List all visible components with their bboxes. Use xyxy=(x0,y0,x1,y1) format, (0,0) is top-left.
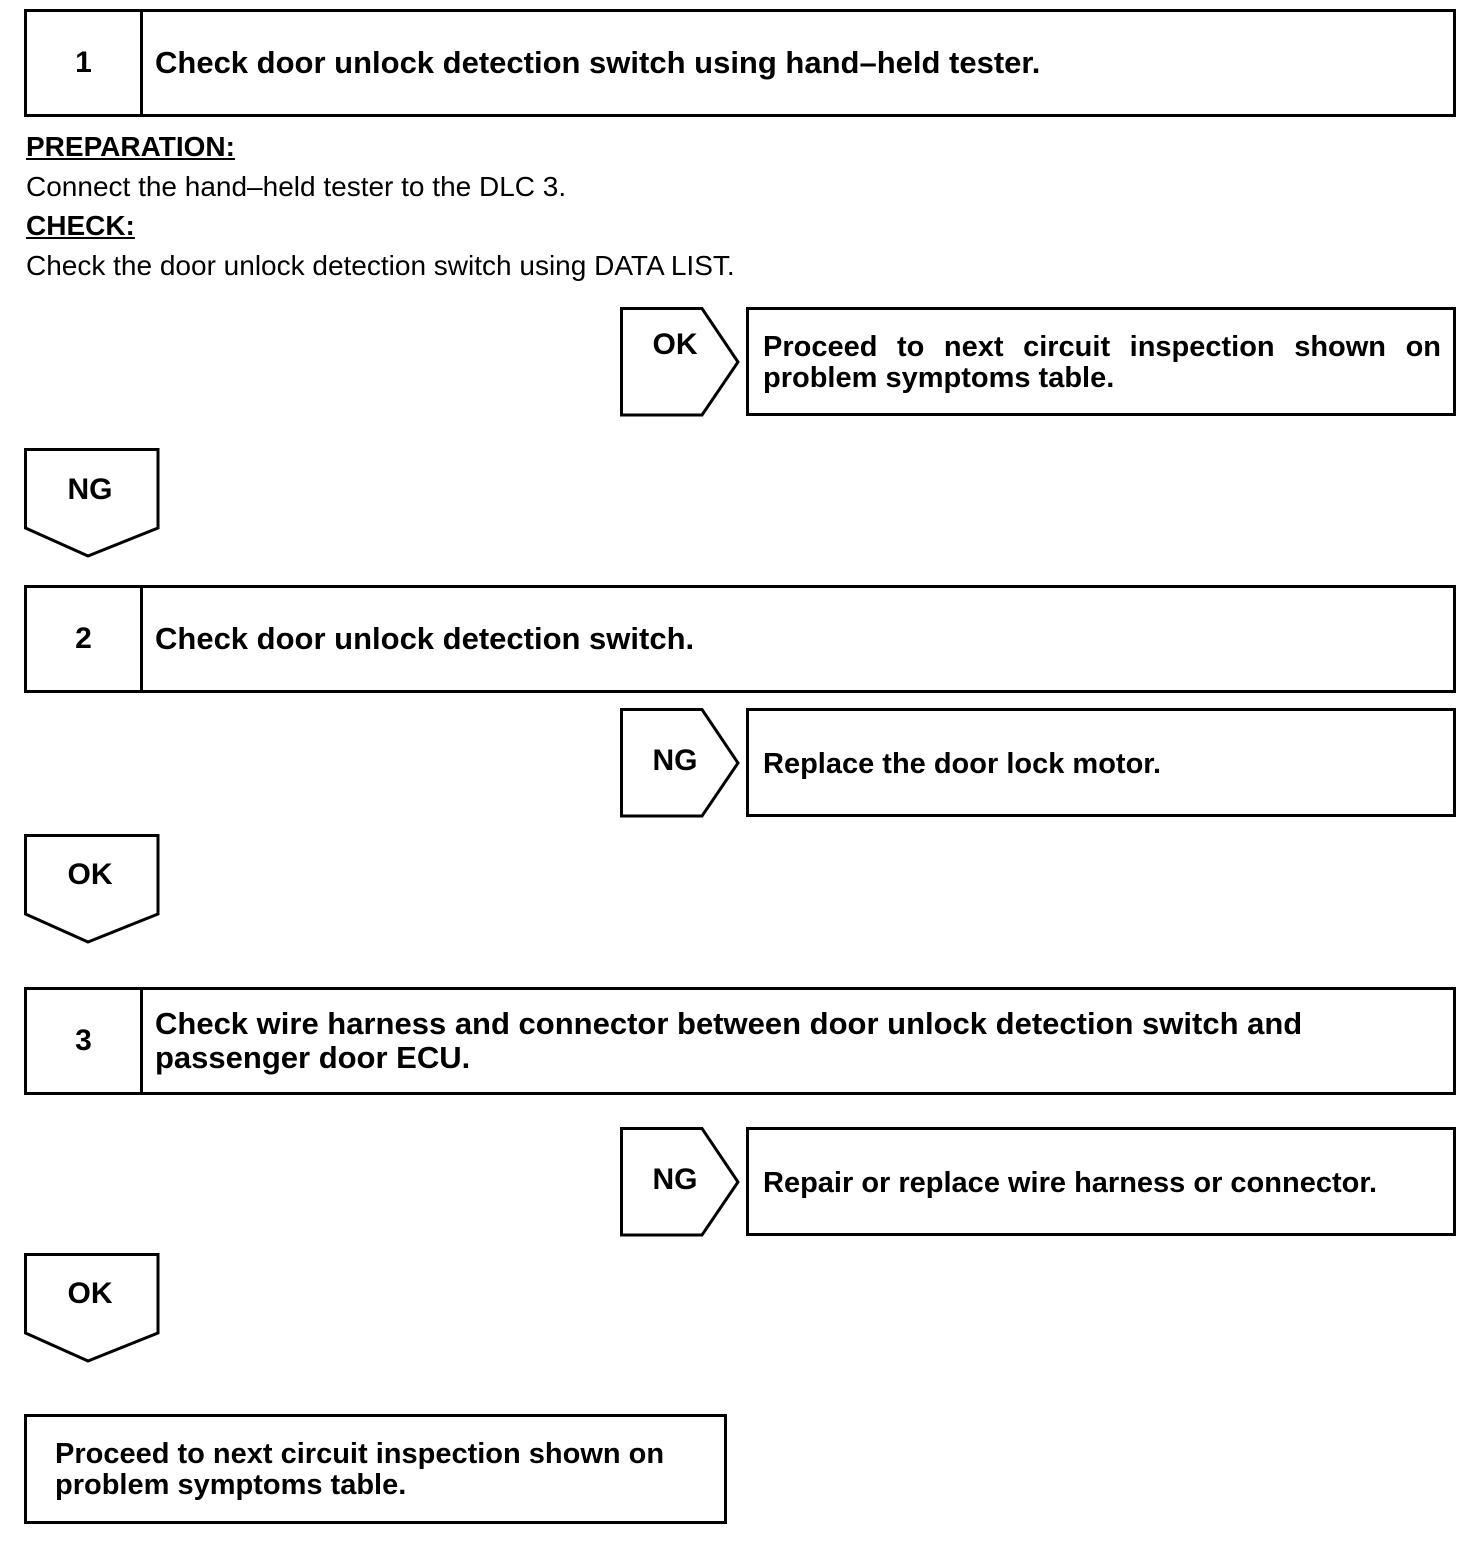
step-title: Check door unlock detection switch. xyxy=(155,621,695,656)
step-2-box xyxy=(24,585,1456,693)
check-heading: CHECK: xyxy=(26,210,135,241)
final-result-box: Proceed to next circuit inspection shown on problem symptoms table. xyxy=(24,1414,727,1524)
branch-result-box: Proceed to next circuit inspection shown on problem symptoms table. xyxy=(746,307,1456,416)
branch-result-box: Repair or replace wire harness or connector. xyxy=(746,1127,1456,1236)
preparation-text: Connect the hand–held tester to the DLC 3. xyxy=(26,171,567,202)
step-number: 1 xyxy=(27,12,143,114)
branch-arrow-right xyxy=(620,307,745,417)
step-3-box xyxy=(24,987,1456,1095)
branch-label: NG xyxy=(652,744,698,777)
check-text: Check the door unlock detection switch using DATA LIST. xyxy=(26,250,735,281)
branch-label: NG xyxy=(652,1163,698,1196)
branch-label: OK xyxy=(652,328,698,361)
preparation-heading: PREPARATION: xyxy=(26,131,235,162)
flow-label: OK xyxy=(67,1277,113,1310)
flow-label: OK xyxy=(67,858,113,891)
flow-label: NG xyxy=(67,473,113,506)
step-1-box xyxy=(24,9,1456,117)
step-title: Check wire harness and connector between door unlock detection switch and passenger door ECU. xyxy=(155,1006,1303,1075)
step-number: 2 xyxy=(27,588,143,690)
branch-result-box: Replace the door lock motor. xyxy=(746,708,1456,817)
step-number: 3 xyxy=(27,990,143,1092)
step-title: Check door unlock detection switch using hand–held tester. xyxy=(155,45,1041,80)
